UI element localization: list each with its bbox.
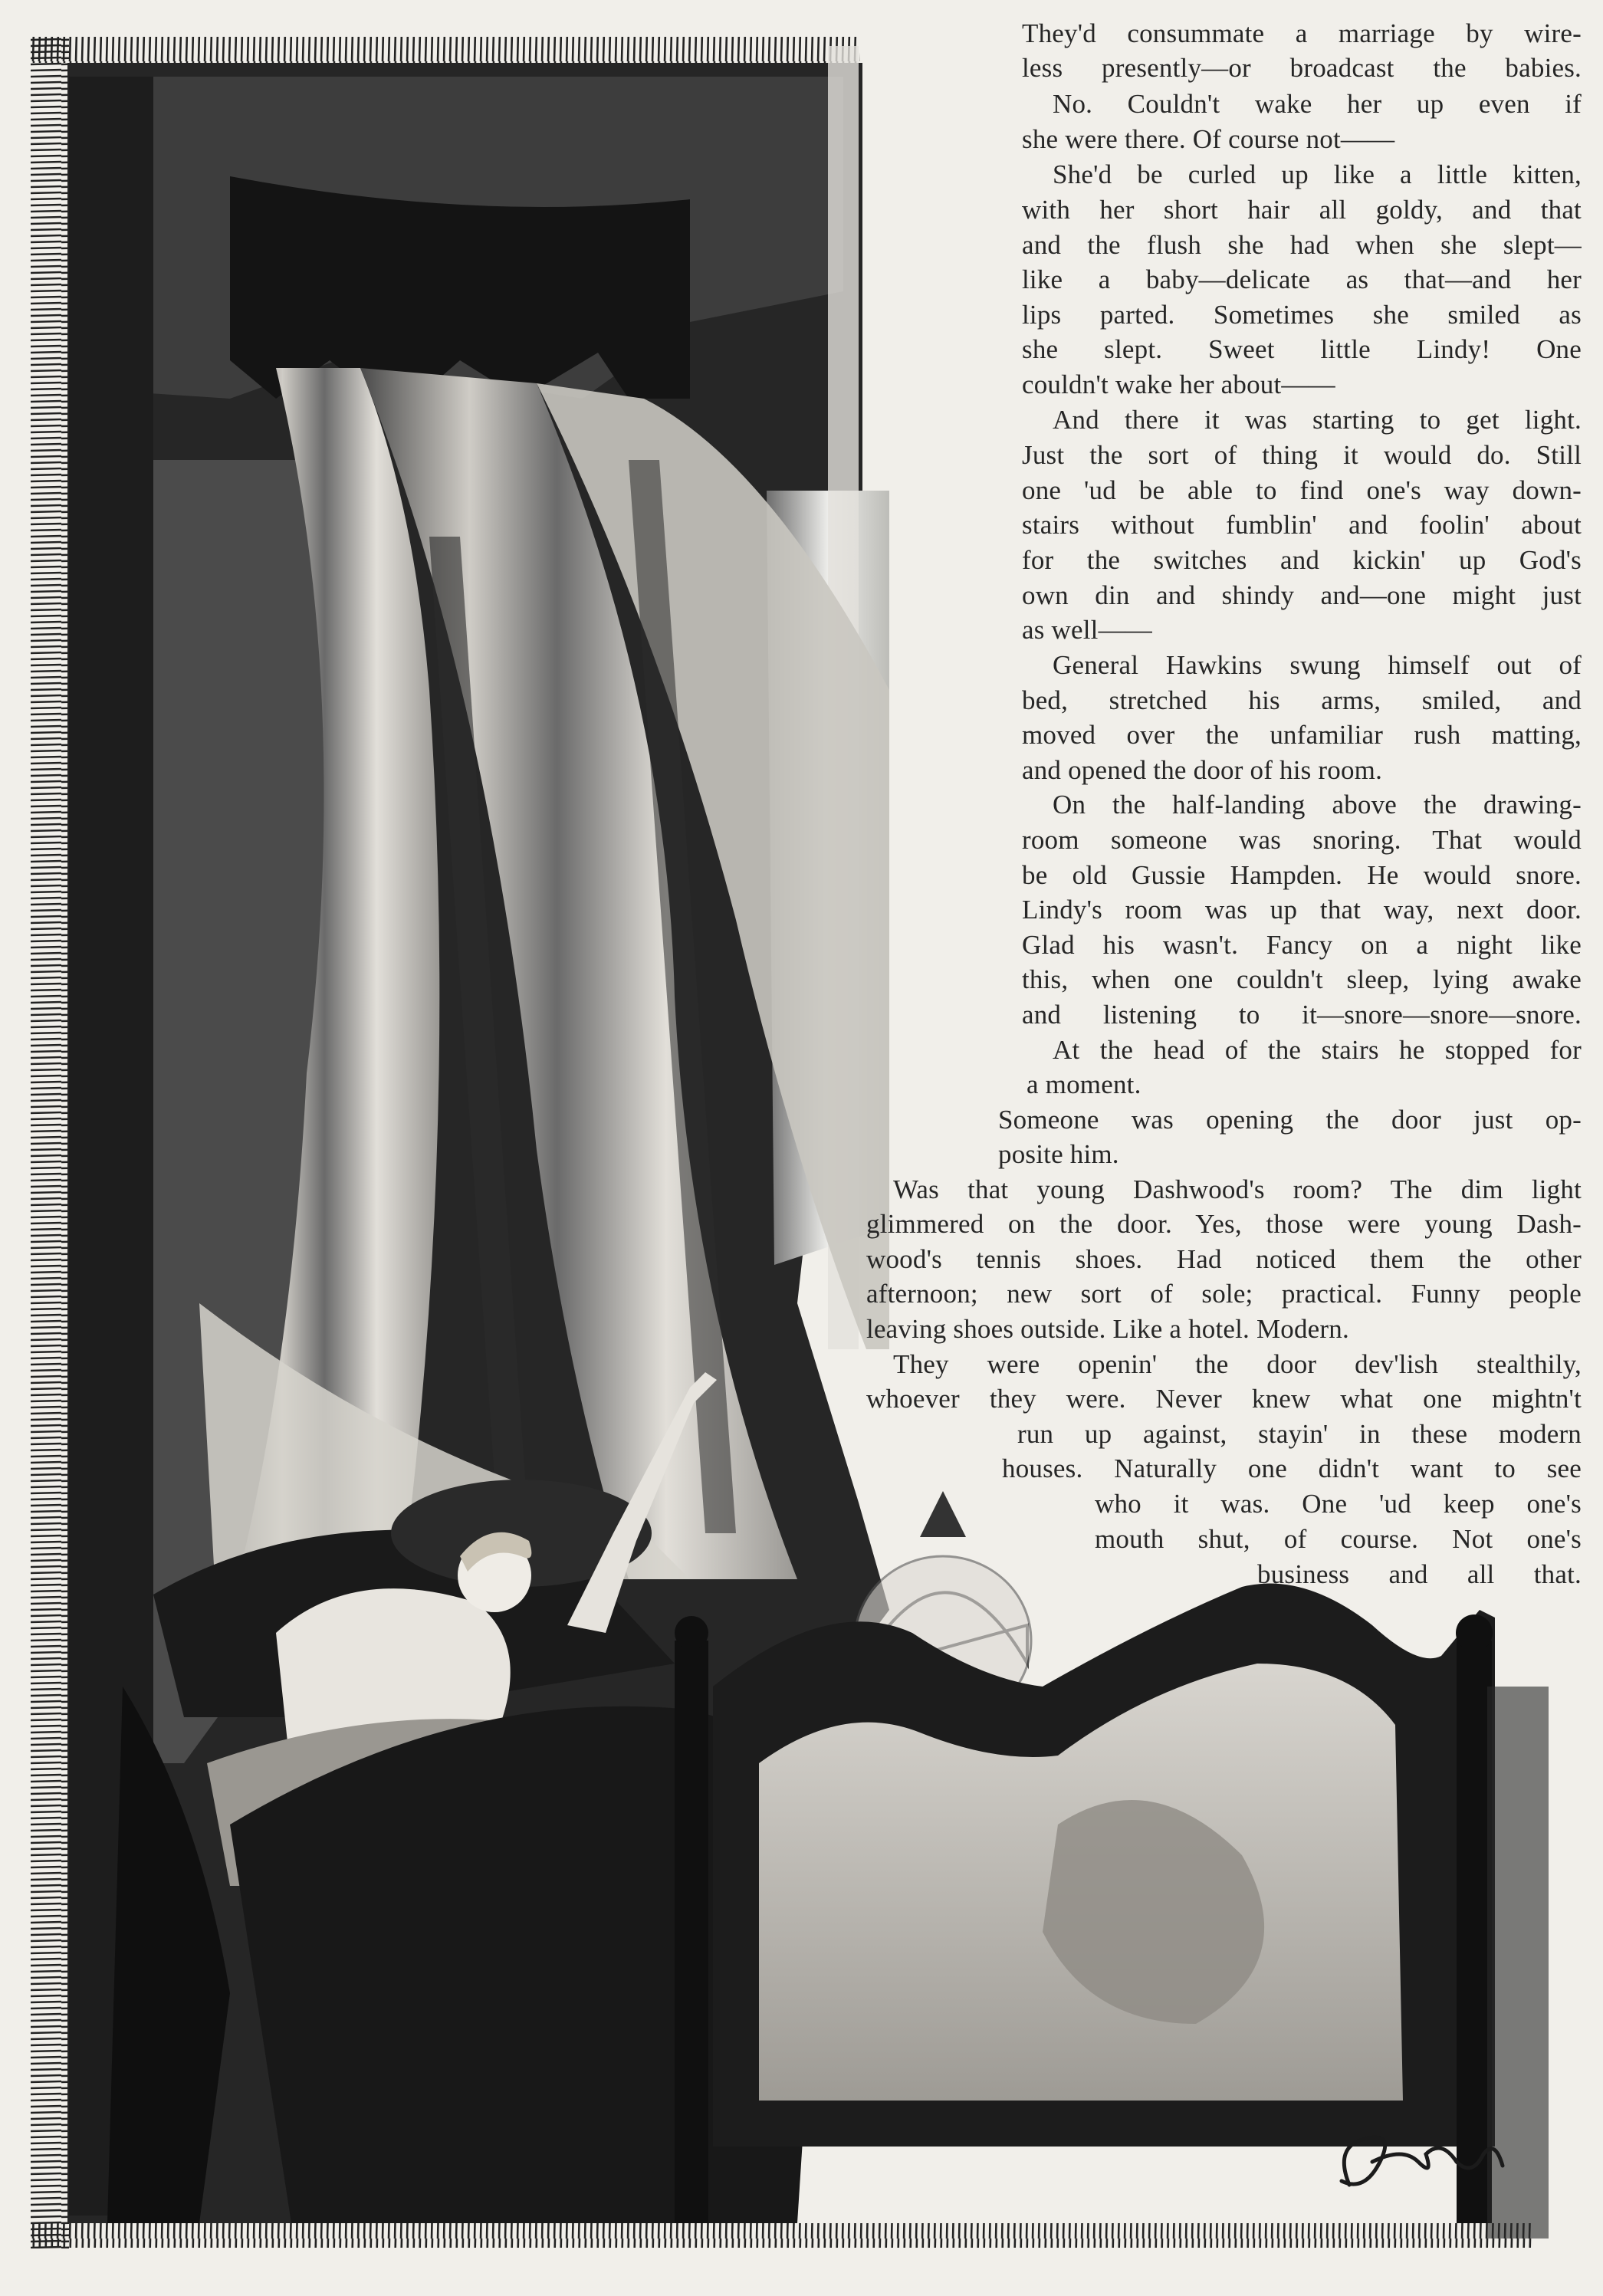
story-line: who it was. One 'ud keep one's bbox=[1095, 1489, 1582, 1519]
story-line: this, when one couldn't sleep, lying awake bbox=[1022, 964, 1582, 994]
story-line: less presently—or broadcast the babies. bbox=[1022, 53, 1582, 83]
story-line: lips parted. Sometimes she smiled as bbox=[1022, 300, 1582, 330]
story-line: as well—— bbox=[1022, 615, 1152, 645]
story-line: one 'ud be able to find one's way down- bbox=[1022, 475, 1582, 505]
story-line: and the flush she had when she slept— bbox=[1022, 230, 1582, 260]
story-line: On the half-landing above the drawing- bbox=[1053, 790, 1582, 820]
story-line: afternoon; new sort of sole; practical. Funny people bbox=[866, 1279, 1582, 1309]
story-line: General Hawkins swung himself out of bbox=[1053, 650, 1582, 680]
story-line: she were there. Of course not—— bbox=[1022, 124, 1395, 154]
story-line: run up against, stayin' in these modern bbox=[1017, 1419, 1582, 1449]
story-line: she slept. Sweet little Lindy! One bbox=[1022, 334, 1582, 364]
bed-footboard bbox=[675, 1584, 1549, 2239]
story-line: room someone was snoring. That would bbox=[1022, 825, 1582, 855]
story-line: houses. Naturally one didn't want to see bbox=[1002, 1453, 1582, 1483]
story-line: wood's tennis shoes. Had noticed them the other bbox=[866, 1244, 1582, 1274]
story-line: She'd be curled up like a little kitten, bbox=[1053, 159, 1582, 189]
story-line: moved over the unfamiliar rush matting, bbox=[1022, 720, 1582, 750]
story-line: Just the sort of thing it would do. Still bbox=[1022, 440, 1582, 470]
story-line: mouth shut, of course. Not one's bbox=[1095, 1524, 1582, 1554]
story-line: Someone was opening the door just op- bbox=[998, 1105, 1582, 1135]
story-line: And there it was starting to get light. bbox=[1053, 405, 1582, 435]
story-line: glimmered on the door. Yes, those were young Dash- bbox=[866, 1209, 1582, 1239]
story-line: and opened the door of his room. bbox=[1022, 755, 1383, 785]
story-line: own din and shindy and—one might just bbox=[1022, 580, 1582, 610]
story-line: be old Gussie Hampden. He would snore. bbox=[1022, 860, 1582, 890]
story-line: leaving shoes outside. Like a hotel. Modern. bbox=[866, 1314, 1349, 1344]
story-line: couldn't wake her about—— bbox=[1022, 370, 1335, 399]
story-line: No. Couldn't wake her up even if bbox=[1053, 89, 1582, 119]
story-line: At the head of the stairs he stopped for bbox=[1053, 1035, 1582, 1065]
story-line: Lindy's room was up that way, next door. bbox=[1022, 895, 1582, 925]
story-line: posite him. bbox=[998, 1139, 1119, 1169]
story-line: business and all that. bbox=[1257, 1559, 1582, 1589]
story-line: for the switches and kickin' up God's bbox=[1022, 545, 1582, 575]
story-line: stairs without fumblin' and foolin' about bbox=[1022, 510, 1582, 540]
story-line: a moment. bbox=[1027, 1069, 1141, 1099]
story-line: bed, stretched his arms, smiled, and bbox=[1022, 685, 1582, 715]
story-line: and listening to it—snore—snore—snore. bbox=[1022, 1000, 1582, 1030]
story-line: They were openin' the door dev'lish stealthily, bbox=[893, 1349, 1582, 1379]
story-line: whoever they were. Never knew what one mightn't bbox=[866, 1384, 1582, 1414]
story-line: Was that young Dashwood's room? The dim light bbox=[893, 1174, 1582, 1204]
story-line: with her short hair all goldy, and that bbox=[1022, 195, 1582, 225]
story-line: like a baby—delicate as that—and her bbox=[1022, 264, 1582, 294]
story-line: Glad his wasn't. Fancy on a night like bbox=[1022, 930, 1582, 960]
story-line: They'd consummate a marriage by wire- bbox=[1022, 18, 1582, 48]
